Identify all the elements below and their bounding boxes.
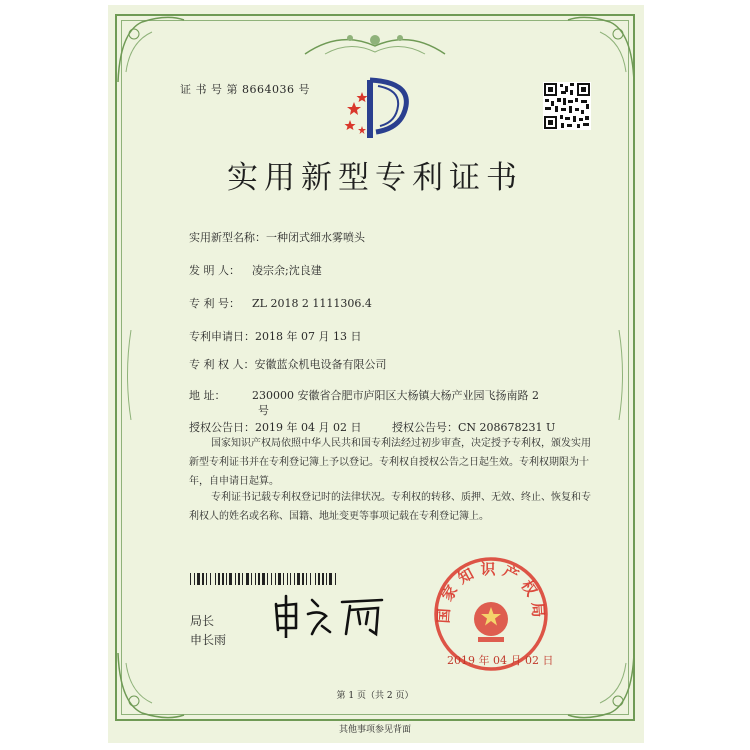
svg-text:国家知识产权局: 国家知识产权局: [434, 559, 548, 624]
certificate-serial-number: 证 书 号 第 8664036 号: [180, 83, 310, 96]
cnipa-logo-icon: [340, 72, 420, 144]
field-value: 230000 安徽省合肥市庐阳区大杨镇大杨产业园飞扬南路 2: [252, 389, 539, 402]
field-value: 凌宗余;沈良建: [252, 264, 322, 277]
field-label: 实用新型名称：: [189, 231, 266, 244]
corner-ornament-top-right: [560, 12, 640, 92]
field-application-date: [189, 328, 361, 344]
field-grant-date: [189, 419, 361, 435]
field-value: CN 208678231 U: [458, 421, 556, 434]
field-value: 2018 年 07 月 13 日: [255, 330, 362, 343]
top-center-ornament: [300, 28, 450, 64]
field-patentee: [189, 356, 387, 372]
director-name: 申长雨: [190, 633, 227, 647]
barcode-icon: [190, 573, 340, 585]
corner-ornament-top-left: [112, 12, 192, 92]
qr-code-icon: [543, 82, 591, 130]
field-patent-number: [189, 295, 372, 311]
field-label: 专 利 号：: [189, 297, 240, 310]
field-address: [189, 387, 539, 403]
field-label: 发 明 人：: [189, 264, 240, 277]
corner-ornament-bottom-right: [560, 643, 640, 723]
field-utility-model-name: [189, 229, 365, 245]
director-title: 局长: [190, 614, 215, 628]
certificate-paragraph: 国家知识产权局依照中华人民共和国专利法经过初步审查，决定授予专利权，颁发实用新型专利证书并在专利登记簿上予以登记。专利权自授权公告之日起生效。专利权期限为十年，自申请日起算。: [189, 438, 591, 487]
back-note: 其他事项参见背面: [338, 725, 411, 735]
right-side-ornament: [612, 330, 626, 420]
seal-date: 2019 年 04 月 02 日: [447, 654, 554, 667]
field-label: 授权公告日：: [189, 421, 255, 434]
director-signature: [270, 594, 390, 638]
field-value: 2019 年 04 月 02 日: [255, 421, 362, 434]
certificate-paragraph: 专利证书记载专利权登记时的法律状况。专利权的转移、质押、无效、终止、恢复和专利权人的姓名或名称、国籍、地址变更等事项记载在专利登记簿上。: [189, 492, 591, 522]
field-label: 地 址：: [189, 389, 226, 402]
field-label: 专 利 权 人：: [189, 358, 255, 371]
field-address-continued: 号: [258, 404, 269, 417]
field-value: 一种闭式细水雾喷头: [266, 231, 365, 244]
field-value: ZL 2018 2 1111306.4: [252, 297, 372, 310]
field-label: 专利申请日：: [189, 330, 255, 343]
certificate-title: 实用新型专利证书: [227, 160, 523, 196]
field-inventor: [189, 262, 322, 278]
left-side-ornament: [124, 330, 138, 420]
field-grant-number: [392, 419, 555, 435]
corner-ornament-bottom-left: [112, 643, 192, 723]
field-label: 授权公告号：: [392, 421, 458, 434]
page-number: 第 1 页（共 2 页）: [336, 691, 414, 701]
field-value: 安徽蓝众机电设备有限公司: [254, 358, 387, 371]
